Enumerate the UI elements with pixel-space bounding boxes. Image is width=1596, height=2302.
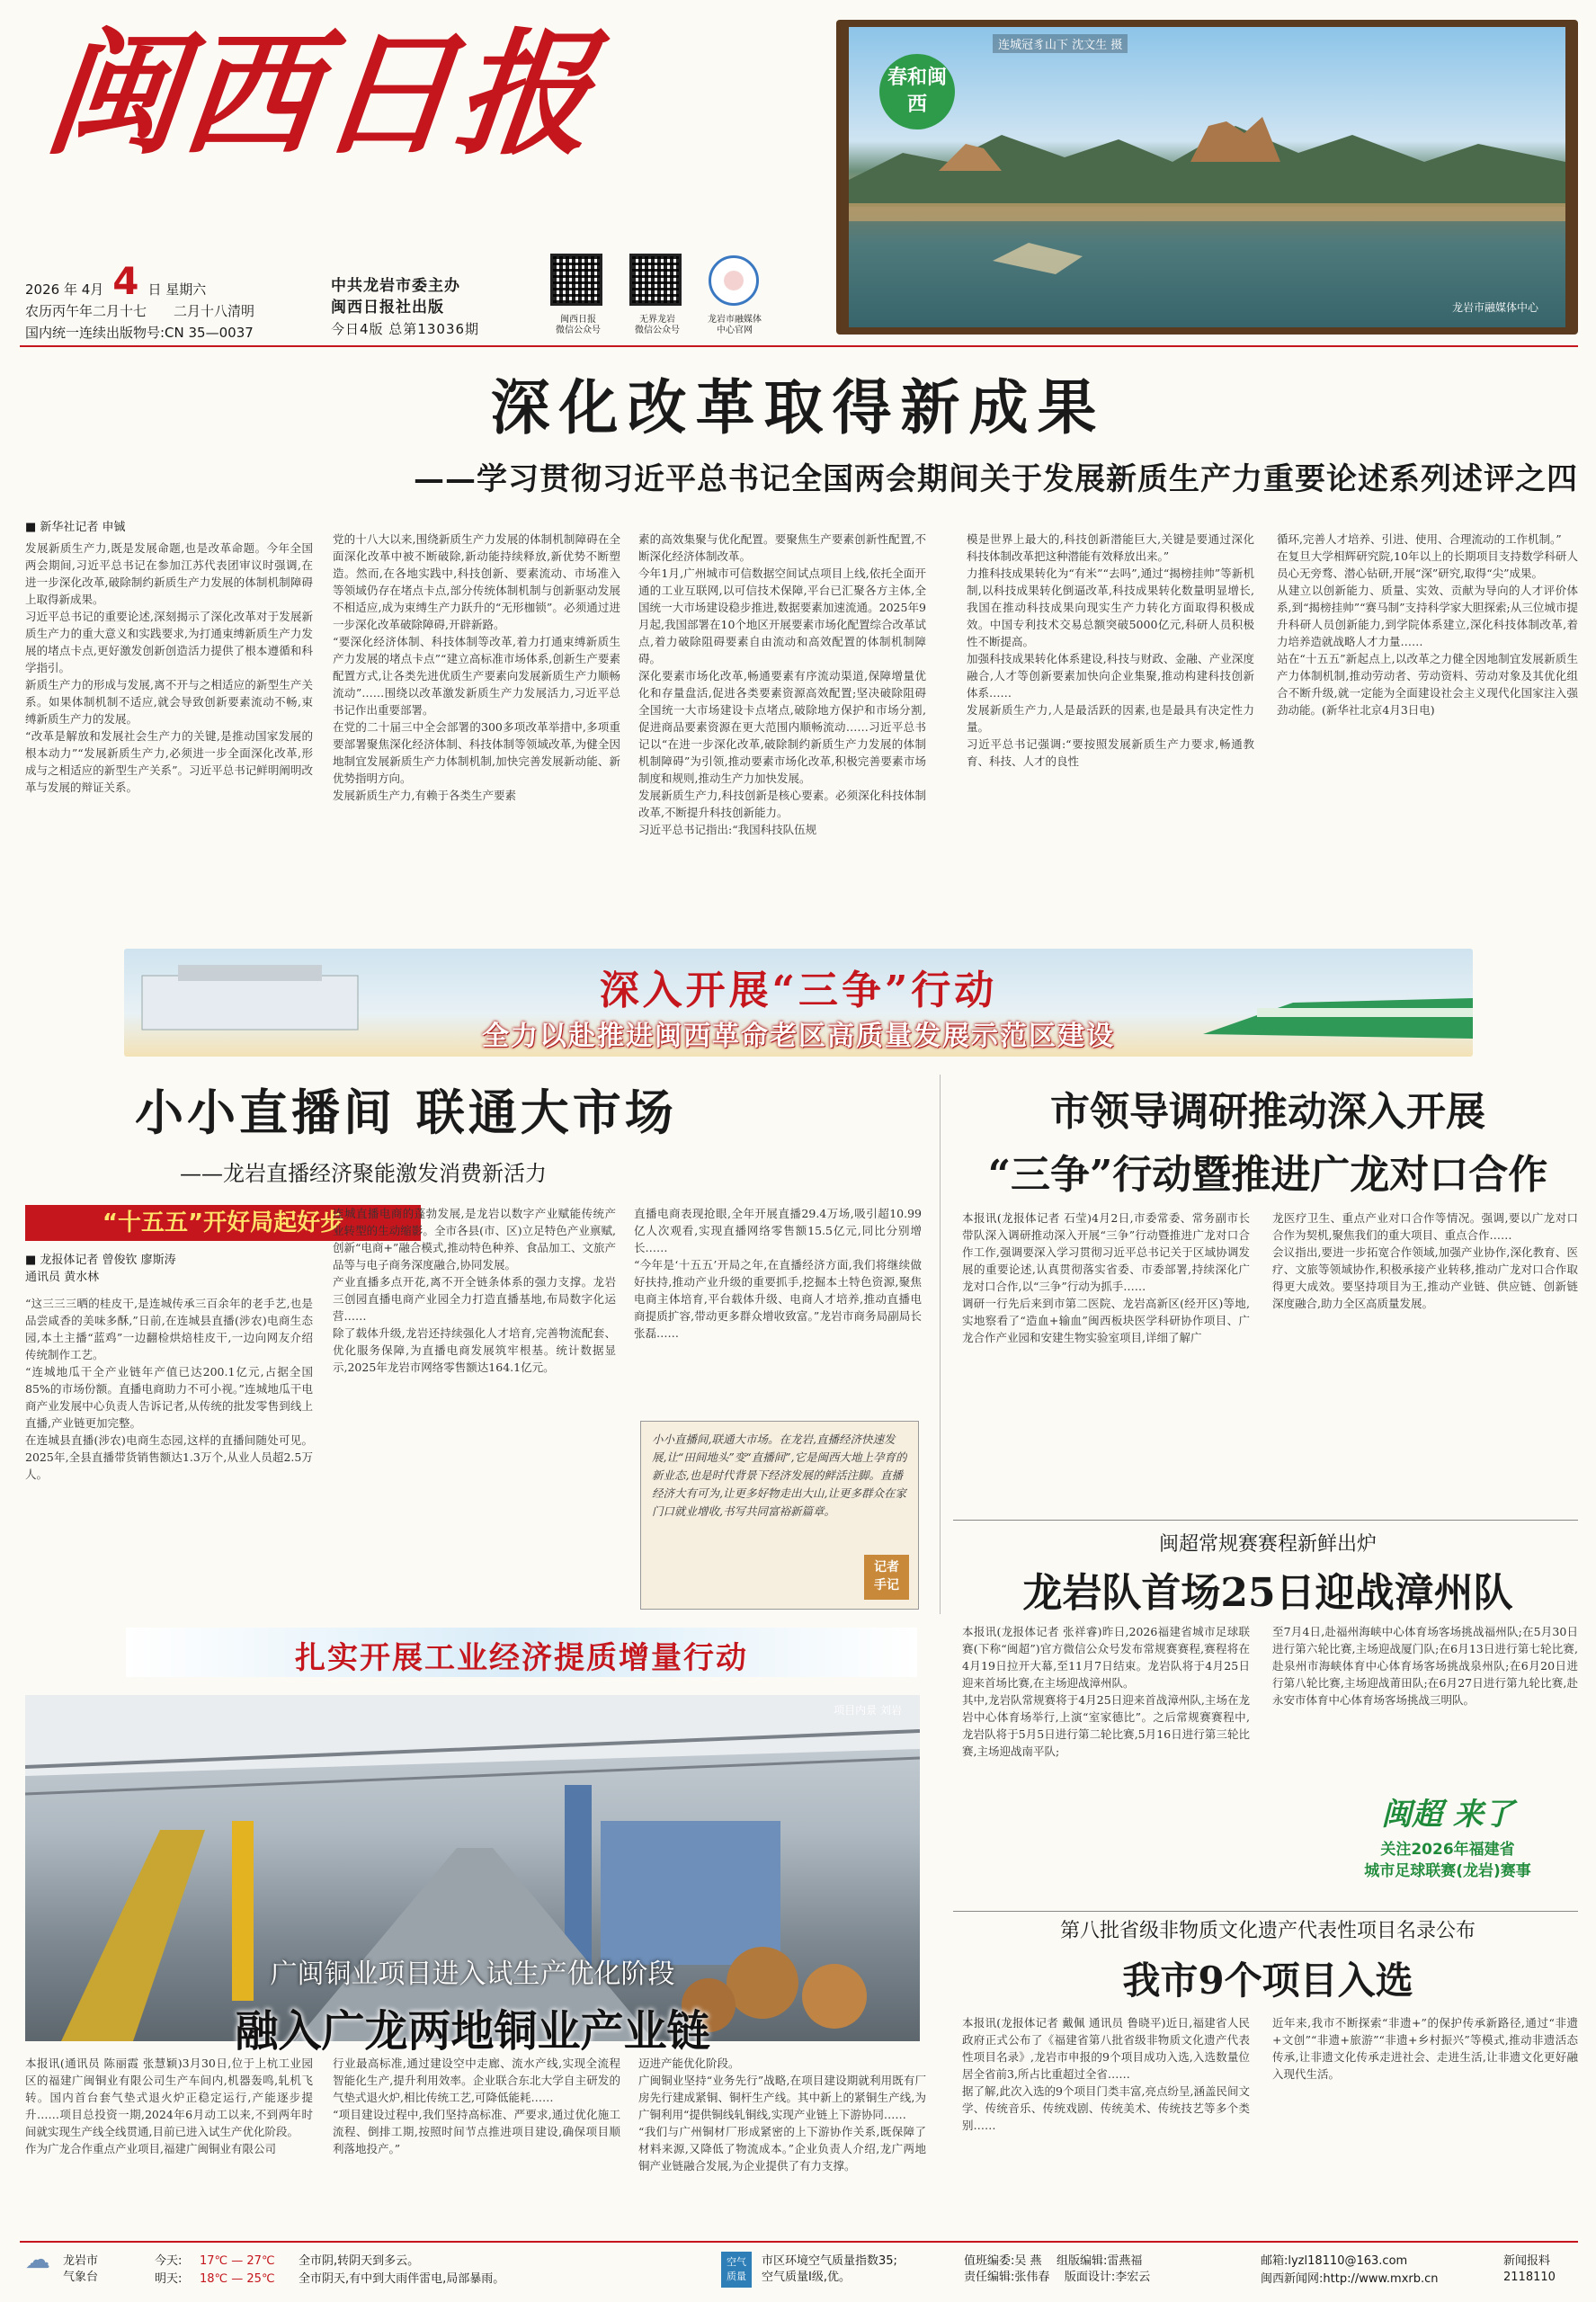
aqi-badge: 空气 质量 <box>721 2252 752 2288</box>
photo-badge: 春和闽西 <box>879 54 955 129</box>
column-divider <box>940 1075 941 1614</box>
lead-col-1: 发展新质生产力,既是发展命题,也是改革命题。今年全国两会期间,习近平总书记在参加江苏代表团审议时强调,在进一步深化改革,破除制约新质生产力发展的体制机制障碍上取得新成果。 习近平总书记的重要论述,深刻揭示了深化改革对于发展新质生产力的重大意义和实践要求,为打通束缚新质生产力发展的堵点卡点,更好激发创新创造活力提供了根本遵循和科学指引。 新质生产力的形成与发展,离不开与之相适应的新型生产关系。如果体制机制不适应,就会导致创新要素流动不畅,束缚新质生产力的发展。 “改革是解放和发展社会生产力的关键,是推动国家发展的根本动力”“发展新质生产力,必须进一步全面深化改革,形成与之相适应的新型生产关系”。习近平总书记鲜明阐明改革与发展的辩证关系。 <box>25 541 313 794</box>
live-col-2: 连城直播电商的蓬勃发展,是龙岩以数字产业赋能传统产业转型的生动缩影。全市各县(市、区)立足特色产业禀赋,创新“电商+”融合模式,推动特色种养、食品加工、文旅产品等与电子商务深度融合,协同发展。 产业直播多点开花,离不开全链条体系的强力支撑。龙岩三创园直播电商产业园全力打造直播基地,布局数字化运营…… 除了载体升级,龙岩还持续强化人才培育,完善物流配套、优化服务保障,为直播电商发展筑牢根基。统计数据显示,2025年龙岩市网络零售额达164.1亿元。 <box>333 1207 616 1374</box>
lead-col-3: 素的高效集聚与优化配置。要聚焦生产要素创新性配置,不断深化经济体制改革。 今年1月,广州城市可信数据空间试点项目上线,依托全面开通的工业互联网,以可信技术保障,平台已汇聚各方主体,全国统一大市场建设稳步推进,数据要素加速流通。2025年9月起,我国部署在10个地区开展要素市场化配置综合改革试点,着力破除阻碍要素自由流动和高效配置的体制机制障碍。 深化要素市场化改革,畅通要素有序流动渠道,保障增量优化和存量盘活,促进各类要素资源高效配置;坚决破除阻碍全国统一大市场建设卡点堵点,破除地方保护和市场分割,促进商品要素资源在更大范围内顺畅流动……习近平总书记以“在进一步深化改革,破除制约新质生产力发展的体制机制障碍”为引领,推动要素市场化改革,积极完善要素市场制度和规则,推动生产力加快发展。 发展新质生产力,科技创新是核心要素。必须深化科技体制改革,不断提升科技创新能力。 习近平总书记指出:“我国科技队伍规 <box>638 532 926 836</box>
qr2-label: 无界龙岩 微信公众号 <box>635 315 680 335</box>
reporter-note-tag: 记者 手记 <box>864 1555 909 1600</box>
aqi-text: 市区环境空气质量指数35; 空气质量I级,优。 <box>762 2254 897 2284</box>
lead-subhead: ——学习贯彻习近平总书记全国两会期间关于发展新质生产力重要论述系列述评之四 <box>414 461 1578 497</box>
publisher: 闽西日报社出版 <box>331 299 444 317</box>
weather-tomorrow-temp: 18℃ — 25℃ <box>200 2272 275 2286</box>
qr3-label: 龙岩市融媒体 中心官网 <box>708 315 762 335</box>
front-photo <box>849 27 1565 327</box>
heritage-col-1: 本报讯(龙报体记者 戴佩 通讯员 鲁晓平)近日,福建省人民政府正式公布了《福建省第八批省级非物质文化遗产代表性项目名录》,龙岩市申报的9个项目成功入选,入选数量位居全省前3,所占比重超过全省…… 据了解,此次入选的9个项目门类丰富,亮点纷呈,涵盖民间文学、传统音乐、传统戏剧、传统美术、传统技艺等多个类别…… <box>962 2016 1250 2132</box>
date-year-month: 2026 年 4月 <box>25 281 104 298</box>
weather-today-label: 今天: <box>155 2254 183 2268</box>
live-col-1: “这三三三晒的桂皮干,是连城传承三百余年的老手艺,也是品尝咸香的美味多酥,”日前,在连城县直播(涉农)电商生态园,本土主播“蓝鸡”一边翻检烘焙桂皮干,一边向网友介绍传统制作工艺。 “连城地瓜干全产业链年产值已达200.1亿元,占据全国85%的市场份额。直播电商助力不可小视。”连城地瓜干电商产业发展中心负责人告诉记者,从传统的批发零售到线上直播,产业链更加完整。 在连城县直播(涉农)电商生态园,这样的直播间随处可见。2025年,全县直播带货销售额达1.3万个,从业人员超2.5万人。 <box>25 1297 313 1481</box>
industry-banner <box>126 1628 917 1677</box>
live-subhead: ——龙岩直播经济聚能激发消费新活力 <box>180 1161 547 1186</box>
solar-term: 二月十八清明 <box>174 303 255 319</box>
weather-icon: ☁ <box>25 2244 50 2274</box>
football-col-1: 本报讯(龙报体记者 张祥睿)昨日,2026福建省城市足球联赛(下称“闽超”)官方微信公众号发布常规赛赛程,赛程将在4月19日拉开大幕,至11月7日结束。龙岩队将于4月25日迎来首场比赛,在主场迎战漳州队。 其中,龙岩队常规赛将于4月25日迎来首战漳州队,主场在龙岩中心体育场举行,上演“室家德比”。之后常规赛赛程中,龙岩队将于5月5日进行第二轮比赛,5月16日进行第三轮比赛,主场迎战南平队; <box>962 1625 1250 1758</box>
reporter-note <box>640 1421 919 1610</box>
live-tag: “十五五”开好局起好步 <box>25 1205 421 1241</box>
website-link[interactable]: 闽西新闻网:http://www.mxrb.cn <box>1261 2272 1439 2286</box>
lead-byline: ■ 新华社记者 申铖 <box>25 521 126 534</box>
lead-col-4: 模是世界上最大的,科技创新潜能巨大,关键是要通过深化科技体制改革把这种潜能有效释放出来。” 力推科技成果转化为“有米”“去吗”,通过“揭榜挂帅”等新机制,以科技成果转化倒逼改革,科技成果转化数量明显增长,我国在推动科技成果向现实生产力转化方面取得积极成效。中国专利技术交易总额突破5000亿元,科研人员积极性不断提高。 加强科技成果转化体系建设,科技与财政、金融、产业深度融合,人才等创新要素加快向企业集聚,推动构建科技创新体系…… 发展新质生产力,人是最活跃的因素,也是最具有决定性力量。 习近平总书记强调:“要按照发展新质生产力要求,畅通教育、科技、人才的良性 <box>967 532 1254 768</box>
leaders-headline-2: “三争”行动暨推进广龙对口合作 <box>987 1152 1548 1198</box>
campaign-title: 深入开展“三争”行动 <box>599 968 998 1013</box>
football-promo[interactable] <box>1326 1789 1569 1902</box>
copper-col-3: 迈进产能优化阶段。 广闽铜业坚持“业务先行”战略,在项目建设期就利用既有厂房先行建成紧铜、铜杆生产线。其中新上的紧铜生产线,为广铜利用“提供铜线轧铜线,实现产业链上下游协同…… “我们与广州铜材厂形成紧密的上下游协作关系,既保障了材料来源,又降低了物流成本。”企业负责人介绍,龙广两地铜产业链融合发展,为企业提供了有力支撑。 <box>638 2057 926 2173</box>
copper-kicker: 广闽铜业项目进入试生产优化阶段 <box>270 1958 675 1990</box>
masthead-rule <box>20 345 1578 347</box>
weather-today-temp: 17℃ — 27℃ <box>200 2254 275 2268</box>
lunar-date: 农历丙午年二月十七 <box>25 303 147 319</box>
heritage-col-2: 近年来,我市不断探索“非遗+”的保护传承新路径,通过“非遗+文创”“非遗+旅游”“非遗+乡村振兴”等模式,推动非遗活态传承,让非遗文化传承走进社会、走进生活,让非遗文化更好融入现代生活。 <box>1272 2016 1578 2081</box>
heritage-kicker: 第八批省级非物质文化遗产代表性项目名录公布 <box>1059 1920 1476 1942</box>
qr-code-wechat[interactable] <box>550 254 602 306</box>
lead-headline: 深化改革取得新成果 <box>490 372 1106 442</box>
footer <box>20 2244 1578 2295</box>
lead-col-2: 党的十八大以来,围绕新质生产力发展的体制机制障碍在全面深化改革中被不断破除,新动能持续释放,新优势不断塑造。然而,在各地实践中,科技创新、要素流动、市场准入等领域仍存在堵点卡点,部分传统体制机制与创新驱动发展不相适应,成为束缚生产力跃升的“无形枷锁”。必须通过进一步深化改革破除障碍,开辟新路。 “要深化经济体制、科技体制等改革,着力打通束缚新质生产力发展的堵点卡点”“建立高标准市场体系,创新生产要素配置方式,让各类先进优质生产要素向发展新质生产力顺畅流动”……围绕以改革激发新质生产力发展活力,习近平总书记作出重要部署。 在党的二十届三中全会部署的300多项改革举措中,多项重要部署聚焦深化经济体制、科技体制等领域改革,为健全因地制宜发展新质生产力体制机制,加快完善发展新动能、新优势指明方向。 发展新质生产力,有赖于各类生产要素 <box>333 532 620 802</box>
live-byline: ■ 龙报体记者 曾俊钦 廖斯涛 通讯员 黄水林 <box>25 1254 176 1284</box>
weather-tomorrow-label: 明天: <box>155 2272 183 2286</box>
newspaper-title: 闽西日报 <box>38 15 602 174</box>
front-photo-scroll <box>836 20 1578 335</box>
industry-banner-title: 扎实开展工业经济提质增量行动 <box>295 1640 748 1676</box>
email-link[interactable]: 邮箱:lyzl18110@163.com <box>1261 2254 1408 2268</box>
issue-number: 今日4版 总第13036期 <box>331 321 480 337</box>
photo-caption: 连城冠豸山下 沈文生 摄 <box>993 34 1128 53</box>
copper-photo <box>25 1695 920 2041</box>
qr1-label: 闽西日报 微信公众号 <box>556 315 601 335</box>
reporter-note-text: 小小直播间,联通大市场。在龙岩,直播经济快速发展,让“田间地头”变“直播间”,它是闽西大地上孕育的新业态,也是时代背景下经济发展的鲜活注脚。直播经济大有可为,让更多好物走出大山,让更多群众在家门口就业增收,书写共同富裕新篇章。 <box>652 1432 907 1518</box>
leaders-headline-1: 市领导调研推动深入开展 <box>1050 1089 1485 1135</box>
copper-photo-credit: 项目内景 刘岩 <box>834 1704 902 1717</box>
live-headline: 小小直播间 联通大市场 <box>135 1084 677 1141</box>
leaders-col-1: 本报讯(龙报体记者 石莹)4月2日,市委常委、常务副市长带队深入调研推动深入开展“三争”行动暨推进广龙对口合作工作,强调要深入学习贯彻习近平总书记关于区域协调发展的重要论述,认真贯彻落实省委、市委部署,持续深化广龙对口合作,以“三争”行动为抓手…… 调研一行先后来到市第二医院、龙岩高新区(经开区)等地,实地察看了“造血+输血”闽西板块医学科研协作项目、广龙合作产业园和安建生物实验室项目,详细了解广 <box>962 1211 1250 1344</box>
football-kicker: 闽超常规赛赛程新鲜出炉 <box>1158 1533 1377 1556</box>
date-day: 4 <box>112 259 139 303</box>
date-weekday: 日 星期六 <box>147 281 207 298</box>
live-col-3: 直播电商表现抢眼,全年开展直播29.4万场,吸引超10.99亿人次观看,实现直播网络零售额15.5亿元,同比分别增长…… “今年是‘十五五’开局之年,在直播经济方面,我们将继续做好扶持,推动产业升级的重要抓手,挖掘本土特色资源,聚焦电商主体培育,平台载体升级、电商人才培养,推动直播电商提质扩容,带动更多群众增收致富。”龙岩市商务局副局长张磊…… <box>634 1207 922 1340</box>
publisher-info <box>331 275 538 340</box>
weather-today-desc: 全市阴,转阴天到多云。 <box>299 2254 420 2268</box>
news-hotline[interactable]: 新闻报料 2118110 <box>1503 2254 1556 2284</box>
campaign-subtitle: 全力以赴推进闽西革命老区高质量发展示范区建设 <box>482 1021 1115 1052</box>
copper-col-1: 本报讯(通讯员 陈丽霞 张慧颖)3月30日,位于上杭工业园区的福建广闽铜业有限公司生产车间内,机器轰鸣,轧机飞转。国内首台套气垫式退火炉正稳定运行,产能逐步提升……项目总投资一期,2024年6月动工以来,不到两年时间就实现生产线全线贯通,目前已进入试生产优化阶段。 作为广龙合作重点产业项目,福建广闽铜业有限公司 <box>25 2057 313 2155</box>
media-center-logo[interactable] <box>709 255 759 306</box>
campaign-banner <box>124 949 1473 1057</box>
copper-headline: 融入广龙两地铜业产业链 <box>235 2006 710 2057</box>
heritage-headline: 我市9个项目入选 <box>1122 1958 1413 2003</box>
landscape-illustration <box>849 27 1565 327</box>
photo-watermark: 龙岩市融媒体中心 <box>1451 301 1538 314</box>
sponsor: 中共龙岩市委主办 <box>331 277 460 295</box>
copper-col-2: 行业最高标准,通过建设空中走廊、流水产线,实现全流程智能化生产,提升利用效率。企业联合东北大学自主研发的气垫式退火炉,相比传统工艺,可降低能耗…… “项目建设过程中,我们坚持高标准、严要求,通过优化施工流程、倒排工期,按照时间节点推进项目建设,确保项目顺利落地投产。” <box>333 2057 620 2155</box>
football-promo-title: 闽超 来了 <box>1381 1797 1514 1833</box>
football-headline: 龙岩队首场25日迎战漳州队 <box>1022 1570 1513 1616</box>
football-promo-sub: 关注2026年福建省 城市足球联赛(龙岩)赛事 <box>1364 1841 1531 1880</box>
cn-number: 国内统一连续出版物号:CN 35—0037 <box>25 325 254 341</box>
footer-rule <box>20 2241 1578 2243</box>
section-rule-2 <box>953 1911 1578 1912</box>
leaders-col-2: 龙医疗卫生、重点产业对口合作等情况。强调,要以广龙对口合作为契机,聚焦我们的重大项目、重点合作…… 会议指出,要进一步拓宽合作领域,加强产业协作,深化教育、医疗、文旅等领域协作,积极承接产业转移,推动广龙对口合作取得更大成效。要坚持项目为王,推动产业链、供应链、创新链深度融合,助力全区高质量发展。 <box>1272 1211 1578 1310</box>
section-rule <box>953 1520 1578 1521</box>
weather-label: 龙岩市 气象台 <box>63 2254 99 2284</box>
editors: 值班编委:吴 燕 组版编辑:雷燕福 责任编辑:张伟春 版面设计:李宏云 <box>964 2254 1151 2284</box>
masthead-logo <box>38 15 676 187</box>
qr-code-app[interactable] <box>629 254 682 306</box>
weather-tomorrow-desc: 全市阴天,有中到大雨伴雷电,局部暴雨。 <box>299 2272 505 2286</box>
football-col-2: 至7月4日,赴福州海峡中心体育场客场挑战福州队;在5月30日进行第六轮比赛,主场迎战厦门队;在6月13日进行第七轮比赛,赴泉州市海峡体育中心体育场客场挑战泉州队;在6月20日进行第八轮比赛,主场迎战莆田队;在6月27日进行第九轮比赛,赴永安市体育中心体育场客场挑战三明队。 <box>1272 1625 1578 1707</box>
lead-col-5: 循环,完善人才培养、引进、使用、合理流动的工作机制。” 在复旦大学相辉研究院,10年以上的长期项目支持数学科研人员心无旁骛、潜心钻研,开展“深”研究,取得“尖”成果。 从建立以创新能力、质量、实效、贡献为导向的人才评价体系,到“揭榜挂帅”“赛马制”支持科学家大胆探索;从三位城市提升科研人员创新能力,到学院体系建立,深化科技体制改革,着力培养造就战略人才力量…… 站在“十五五”新起点上,以改革之力健全因地制宜发展新质生产力体制机制,推动劳动者、劳动资料、劳动对象及其优化组合不断升级,就一定能为全面建设社会主义现代化国家注入强劲动能。(新华社北京4月3日电) <box>1277 532 1578 717</box>
